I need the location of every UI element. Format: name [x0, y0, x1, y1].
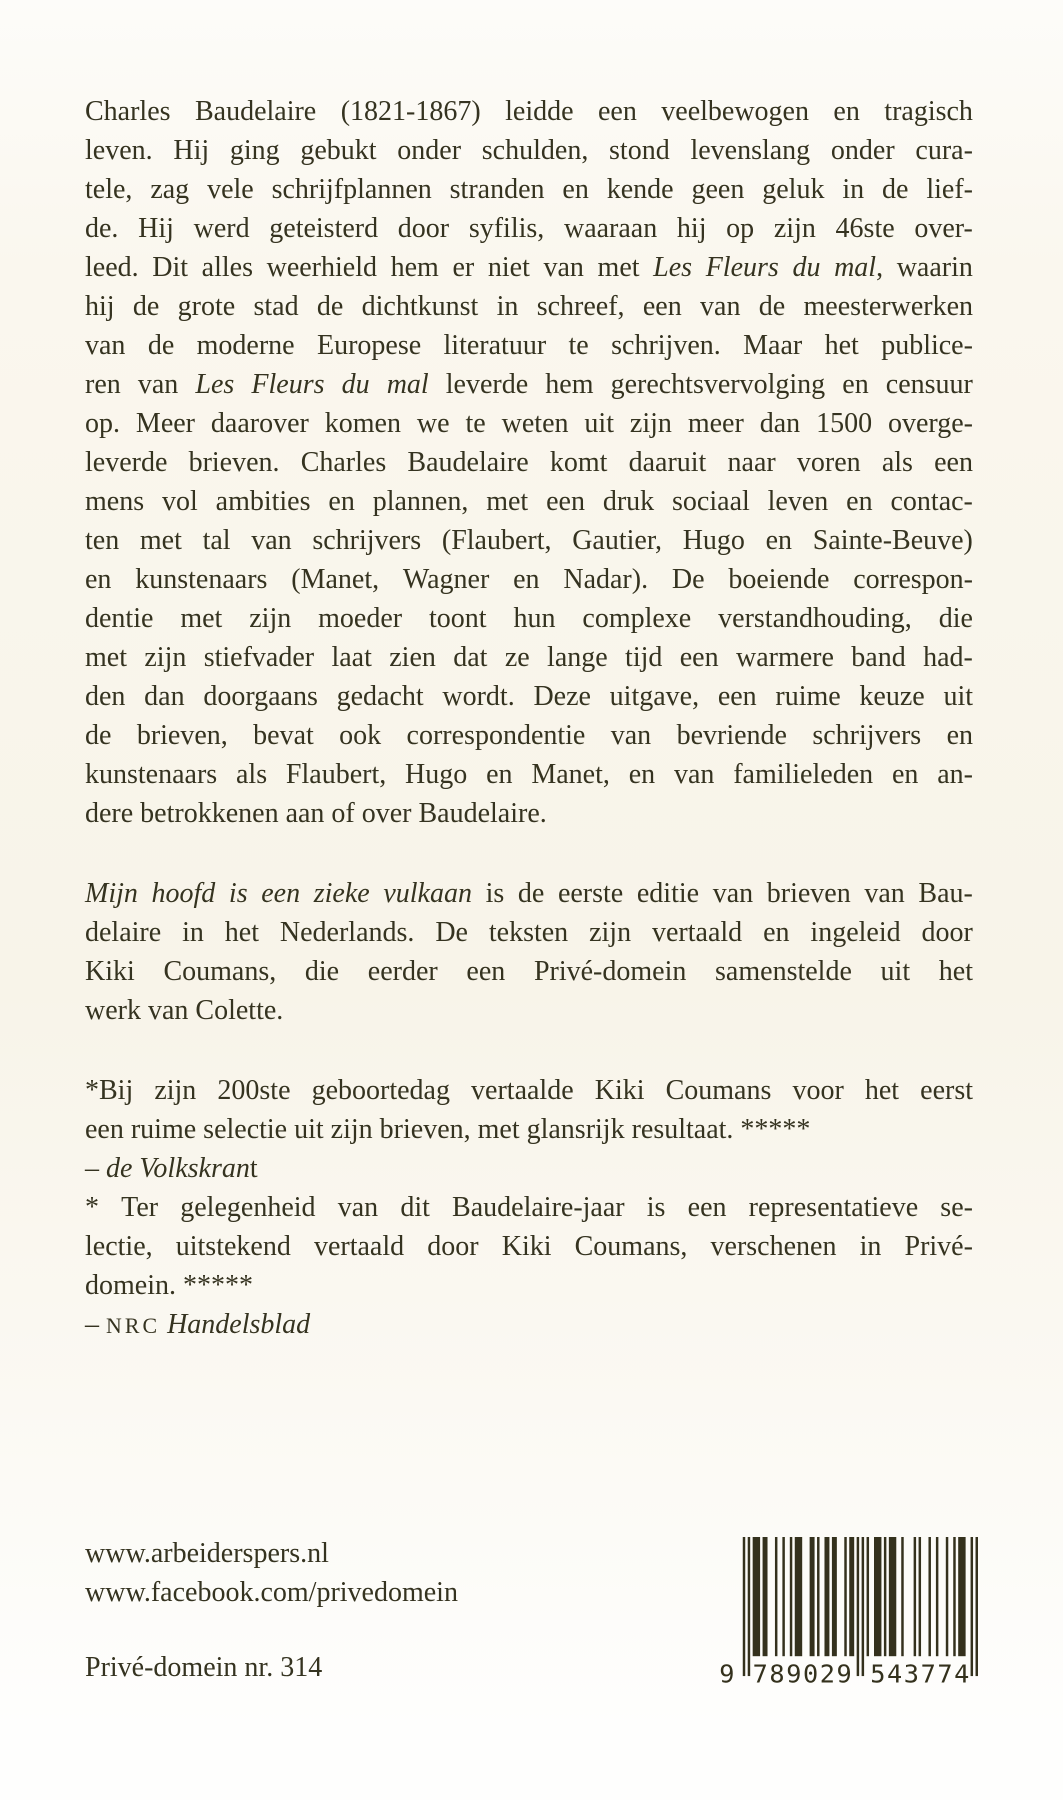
text-line: delaire in het Nederlands. De teksten zijn vertaald en ingeleid door	[85, 917, 973, 948]
italic-text: vulkaan	[383, 878, 472, 909]
text-line: een ruime selectie uit zijn brieven, met glansrijk resultaat. *****	[85, 1114, 811, 1145]
text-line: * Ter gelegenheid van dit Baudelaire-jaar is een representatieve se-	[85, 1192, 973, 1223]
text-line: – de Volkskrant	[85, 1153, 258, 1184]
barcode-digits: 9	[719, 1659, 735, 1686]
text-line: ren van Les Fleurs du mal leverde hem gerechtsvervolging en censuur	[85, 369, 973, 400]
italic-text: de Volkskran	[106, 1153, 250, 1184]
text-line: dentie met zijn moeder toont hun complexe verstandhouding, die	[85, 603, 973, 634]
text-line: leven. Hij ging gebukt onder schulden, stond levenslang onder cura-	[85, 135, 973, 166]
series-number: Privé-domein nr. 314	[85, 1652, 323, 1683]
text-line: tele, zag vele schrijfplannen stranden en kende geen geluk in de lief-	[85, 174, 973, 205]
text-line: dere betrokkenen aan of over Baudelaire.	[85, 798, 547, 829]
italic-text: du	[792, 252, 821, 283]
text-line: hij de grote stad de dichtkunst in schreef, een van de meesterwerken	[85, 291, 973, 322]
facebook-url: www.facebook.com/privedomein	[85, 1577, 458, 1608]
isbn-barcode	[718, 1537, 978, 1686]
italic-text: mal	[386, 369, 429, 400]
text-line: *Bij zijn 200ste geboortedag vertaalde Kiki Coumans voor het eerst	[85, 1075, 973, 1106]
italic-text: hoofd	[151, 878, 216, 909]
blurb-text	[85, 92, 973, 1344]
text-line: de brieven, bevat ook correspondentie van bevriende schrijvers en	[85, 720, 973, 751]
small-caps-text: NRC	[106, 1314, 161, 1338]
text-line: Mijn hoofd is een zieke vulkaan is de eerste editie van brieven van Bau-	[85, 878, 973, 909]
text-line: leed. Dit alles weerhield hem er niet van met Les Fleurs du mal, waarin	[85, 252, 973, 283]
italic-text: Mijn	[85, 878, 138, 909]
text-line: ten met tal van schrijvers (Flaubert, Gautier, Hugo en Sainte-Beuve)	[85, 525, 973, 556]
italic-text: du	[341, 369, 370, 400]
paragraph	[85, 1071, 973, 1344]
text-line: – NRC Handelsblad	[85, 1309, 311, 1340]
paragraph	[85, 874, 973, 1030]
italic-text: is	[228, 878, 248, 909]
text-line: den dan doorgaans gedacht wordt. Deze uitgave, een ruime keuze uit	[85, 681, 973, 712]
text-line: Kiki Coumans, die eerder een Privé-domein samenstelde uit het	[85, 956, 973, 987]
italic-text: mal	[834, 252, 877, 283]
text-line: op. Meer daarover komen we te weten uit zijn meer dan 1500 overge-	[85, 408, 973, 439]
paragraph	[85, 92, 973, 833]
text-line: lectie, uitstekend vertaald door Kiki Coumans, verschenen in Privé-	[85, 1231, 973, 1262]
barcode-svg	[718, 1537, 978, 1686]
text-line: Charles Baudelaire (1821-1867) leidde een veelbewogen en tragisch	[85, 96, 973, 127]
footer-links	[85, 1534, 458, 1612]
text-line: de. Hij werd geteisterd door syfilis, waaraan hij op zijn 46ste over-	[85, 213, 973, 244]
text-line: en kunstenaars (Manet, Wagner en Nadar). De boeiende correspon-	[85, 564, 973, 595]
text-line: leverde brieven. Charles Baudelaire komt daaruit naar voren als een	[85, 447, 973, 478]
italic-text: Handelsblad	[167, 1309, 311, 1340]
barcode-digits: 789029	[752, 1659, 852, 1686]
italic-text: Fleurs	[705, 252, 779, 283]
italic-text: Fleurs	[251, 369, 325, 400]
text-line: met zijn stiefvader laat zien dat ze lange tijd een warmere band had-	[85, 642, 973, 673]
text-line: mens vol ambities en plannen, met een druk sociaal leven en contac-	[85, 486, 973, 517]
text-line: kunstenaars als Flaubert, Hugo en Manet, en van familieleden en an-	[85, 759, 973, 790]
italic-text: Les	[653, 252, 693, 283]
publisher-url: www.arbeiderspers.nl	[85, 1538, 329, 1569]
text-line: werk van Colette.	[85, 995, 284, 1026]
text-line: domein. *****	[85, 1270, 253, 1301]
italic-text: Les	[195, 369, 235, 400]
text-line: van de moderne Europese literatuur te schrijven. Maar het publice-	[85, 330, 973, 361]
barcode-digits: 543774	[870, 1659, 970, 1686]
italic-text: zieke	[313, 878, 370, 909]
italic-text: een	[261, 878, 301, 909]
